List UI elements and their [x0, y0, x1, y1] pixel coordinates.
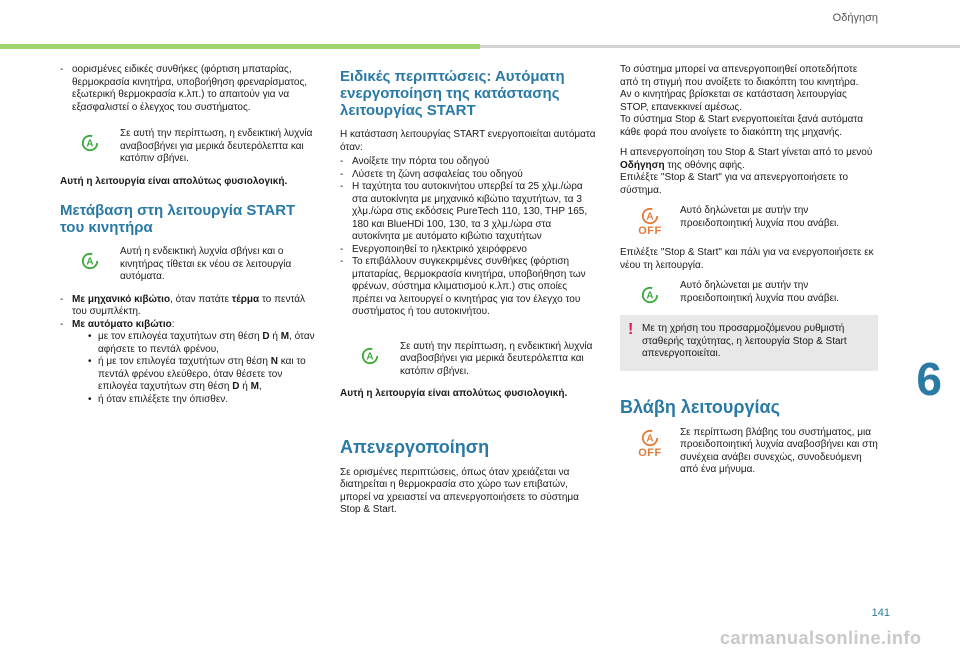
svg-text:A: A: [366, 351, 374, 363]
intro-text: Η κατάσταση λειτουργίας START ενεργοποιείται αυτόματα όταν:: [340, 129, 596, 153]
list-item: • ή με τον επιλογέα ταχυτήτων στη θέση N και το πεντάλ φρένου ελεύθερο, όταν θέσετε τον επιλογέα ταχυτήτων στη θέση D ή M,: [88, 356, 306, 392]
column-left: [60, 64, 318, 406]
section-heading-deactivation: Απενεργοποίηση: [340, 436, 490, 457]
list-item: - Με αυτόματο κιβώτιο:: [60, 318, 175, 330]
paragraph: Το σύστημα Stop & Start ενεργοποιείται ξανά αυτόματα κάθε φορά που ανοίγετε το διακόπτη της μηχανής.: [620, 114, 863, 138]
column-right: [620, 64, 878, 487]
warning-box: ! Με τη χρήση του προσαρμοζόμενου ρυθμιστή σταθερής ταχύτητας, η λειτουργία Stop & Start απενεργοποιείται.: [620, 315, 878, 371]
header-accent-bar: [0, 44, 480, 49]
paragraph: Η απενεργοποίηση του Stop & Start γίνεται από το μενού Οδήγηση της οθόνης αφής.: [620, 147, 873, 171]
paragraph: Το σύστημα μπορεί να απενεργοποιηθεί οποτεδήποτε από τη στιγμή που ανοίξετε το διακόπτη του κινητήρα.: [620, 64, 859, 88]
header-divider: [480, 45, 960, 48]
svg-text:A: A: [646, 433, 654, 445]
off-label: OFF: [638, 446, 662, 459]
exclamation-icon: !: [628, 321, 634, 338]
paragraph: Αν ο κινητήρας βρίσκεται σε κατάσταση λειτουργίας STOP, επανεκκινεί αμέσως.: [620, 89, 847, 113]
paragraph: Επιλέξτε "Stop & Start" για να απενεργοποιήσετε το σύστημα.: [620, 172, 849, 196]
svg-text:A: A: [86, 256, 94, 268]
paragraph: Επιλέξτε "Stop & Start" και πάλι για να ενεργοποιήσετε εκ νέου τη λειτουργία.: [620, 247, 874, 271]
section-heading-start: Μετάβαση στη λειτουργία START του κινητήρα: [60, 202, 296, 236]
lamp-on-indicator-note: A Αυτό δηλώνεται με αυτήν την προειδοποιητική λυχνία που ανάβει.: [620, 280, 878, 305]
list-item: - Το επιβάλλουν συγκεκριμένες συνθήκες (φόρτιση μπαταρίας, θερμοκρασία κινητήρα, υποβοήθηση των φρένων, σύστημα κλιματισμού κ.λπ.) στις οποίες πρέπει να λειτουργεί ο κινητήρας για τον έλεγχο του συστήματος ή του αυτοκινήτου.: [340, 256, 586, 317]
stop-start-green-icon: [81, 252, 99, 270]
page-header-title: Οδήγηση: [832, 12, 878, 24]
normal-operation-note: Αυτή η λειτουργία είναι απολύτως φυσιολογική.: [60, 175, 288, 187]
stop-start-green-icon: [81, 134, 99, 152]
lamp-off-indicator-note: A OFF Αυτό δηλώνεται με αυτήν την προειδοποιητική λυχνία που ανάβει.: [638, 205, 840, 237]
stop-start-green-icon: [361, 347, 379, 365]
list-item: - Ανοίξετε την πόρτα του οδηγού: [340, 156, 490, 167]
svg-text:A: A: [646, 290, 654, 302]
list-item: - οορισμένες ειδικές συνθήκες (φόρτιση μπαταρίας, θερμοκρασία κινητήρα, υποβοήθηση φρεναρίσματος, εξωτερική θερμοκρασία κ.λπ.) το απαιτούν για να εξασφαλιστεί ο έλεγχος του συστήματος.: [60, 64, 308, 113]
section-heading-malfunction: Βλάβη λειτουργίας: [620, 396, 780, 417]
list-item: - Λύσετε τη ζώνη ασφαλείας του οδηγού: [340, 168, 523, 180]
column-middle: [340, 64, 598, 525]
list-item: • ή όταν επιλέξετε την όπισθεν.: [88, 393, 229, 405]
fault-lamp-note: A OFF Σε περίπτωση βλάβης του συστήματος, μια προειδοποιητική λυχνία αναβοσβήνει και στη συνέχεια ανάβει συνεχώς, συνοδευόμενη από ένα μήνυμα.: [638, 426, 878, 475]
section-number: 6: [916, 353, 942, 405]
deactivation-text: Σε ορισμένες περιπτώσεις, όπως όταν χρειάζεται να διατηρείται η θερμοκρασία στο χώρο των επιβατών, μπορεί να χρειαστεί να απενεργοποιήσετε το σύστημα Stop & Start.: [340, 466, 579, 515]
lamp-off-note: A Αυτή η ενδεικτική λυχνία σβήνει και ο κινητήρας τίθεται εκ νέου σε λειτουργία αυτόματα.: [60, 246, 318, 284]
stop-start-green-icon: [641, 286, 659, 304]
stop-start-off-icon: [641, 207, 659, 225]
off-label: OFF: [638, 225, 662, 237]
section-heading-special-cases: Ειδικές περιπτώσεις: Αυτόματη ενεργοποίηση της κατάστασης λειτουργίας START: [340, 68, 565, 119]
page-number: 141: [871, 607, 890, 619]
list-item: • με τον επιλογέα ταχυτήτων στη θέση D ή M, όταν αφήσετε το πεντάλ φρένου,: [88, 331, 315, 355]
watermark: carmanualsonline.info: [720, 628, 922, 648]
svg-text:A: A: [86, 138, 94, 150]
list-item: - Ενεργοποιηθεί το ηλεκτρικό χειρόφρενο: [340, 243, 527, 255]
normal-operation-note: Αυτή η λειτουργία είναι απολύτως φυσιολογική.: [340, 388, 568, 399]
stop-start-off-icon: [641, 429, 659, 447]
warning-lamp-note: A Σε αυτή την περίπτωση, η ενδεικτική λυχνία αναβοσβήνει για μερικά δευτερόλεπτα και κατόπιν σβήνει.: [340, 341, 598, 379]
list-item: - Με μηχανικό κιβώτιο, όταν πατάτε τέρμα το πεντάλ του συμπλέκτη.: [60, 293, 306, 317]
warning-lamp-note: A Σε αυτή την περίπτωση, η ενδεικτική λυχνία αναβοσβήνει για μερικά δευτερόλεπτα και κατόπιν σβήνει.: [60, 128, 318, 166]
list-item: - Η ταχύτητα του αυτοκινήτου υπερβεί τα 25 χλμ./ώρα στα αυτοκίνητα με μηχανικό κιβώτιο ταχυτήτων, τα 3 χλμ./ώρα στις εκδόσεις PureTech 110, 130, THP 165, 180 και BlueHDi 100, 130, τα 3 χλμ./ώρα στα αυτοκίνητα με αυτόματο κιβώτιο ταχυτήτων: [340, 181, 588, 242]
svg-text:A: A: [646, 211, 654, 223]
